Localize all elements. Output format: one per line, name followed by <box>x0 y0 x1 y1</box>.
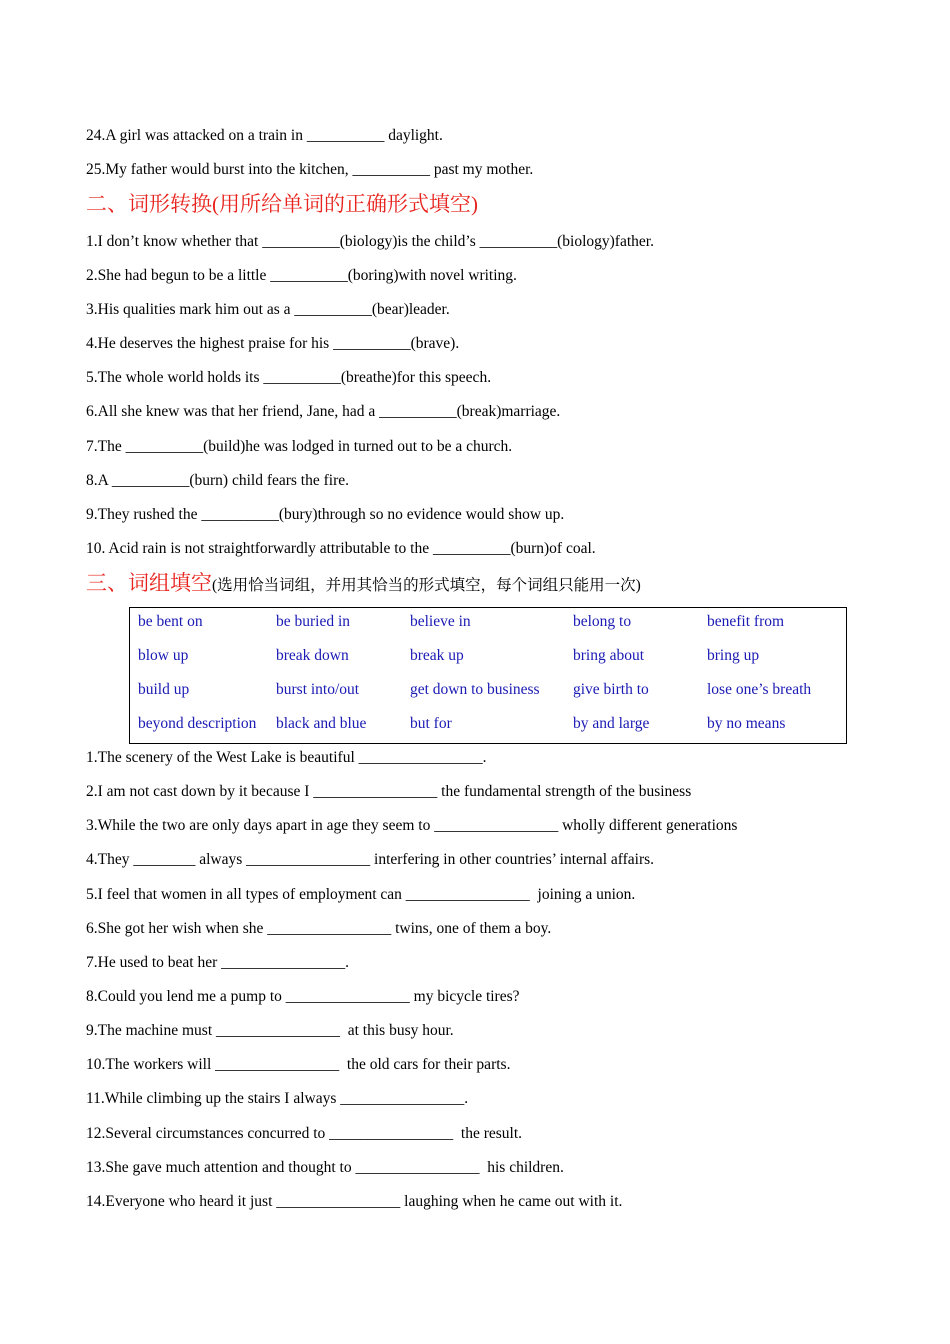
phrase: build up <box>138 681 190 698</box>
exercise-item: 3.His qualities mark him out as a __________(bear)leader. <box>86 301 450 318</box>
phrase: break up <box>410 647 464 664</box>
section-heading-title: 三、词组填空 <box>86 571 212 595</box>
exercise-item: 9.The machine must ________________ at this busy hour. <box>86 1022 454 1039</box>
exercise-item: 10.The workers will ________________ the old cars for their parts. <box>86 1056 511 1073</box>
exercise-item: 7.He used to beat her ________________. <box>86 954 350 971</box>
exercise-item: 8.Could you lend me a pump to ________________ my bicycle tires? <box>86 988 520 1005</box>
exercise-item: 3.While the two are only days apart in age they seem to ________________ wholly different generations <box>86 817 738 834</box>
exercise-item: 4.They ________ always ________________ interfering in other countries’ internal affairs. <box>86 851 655 868</box>
section-heading-phrases <box>86 570 641 599</box>
phrase: but for <box>410 715 452 732</box>
phrase: by and large <box>573 715 650 732</box>
phrase: burst into/out <box>276 681 360 698</box>
exercise-item: 13.She gave much attention and thought to ________________ his children. <box>86 1159 564 1176</box>
phrase: blow up <box>138 647 189 664</box>
phrase: bring about <box>573 647 645 664</box>
phrase: give birth to <box>573 681 649 698</box>
exercise-item: 24.A girl was attacked on a train in __________ daylight. <box>86 127 443 144</box>
exercise-item: 5.The whole world holds its __________(breathe)for this speech. <box>86 369 492 386</box>
phrase: break down <box>276 647 349 664</box>
exercise-item: 6.She got her wish when she ________________ twins, one of them a boy. <box>86 920 552 937</box>
exercise-item: 7.The __________(build)he was lodged in turned out to be a church. <box>86 438 513 455</box>
phrase: belong to <box>573 613 632 630</box>
exercise-item: 8.A __________(burn) child fears the fire. <box>86 472 350 489</box>
phrase: be buried in <box>276 613 351 630</box>
exercise-item: 2.She had begun to be a little __________(boring)with novel writing. <box>86 267 517 284</box>
phrase: benefit from <box>707 613 785 630</box>
section-heading-word-forms: 二、词形转换(用所给单词的正确形式填空) <box>86 192 478 216</box>
exercise-item: 25.My father would burst into the kitchen, __________ past my mother. <box>86 161 534 178</box>
exercise-item: 5.I feel that women in all types of employment can ________________ joining a union. <box>86 886 636 903</box>
section-heading-note: (选用恰当词组，并用其恰当的形式填空，每个词组只能用一次) <box>212 577 641 594</box>
exercise-item: 1.I don’t know whether that __________(biology)is the child’s __________(biology)father. <box>86 233 654 250</box>
exercise-item: 10. Acid rain is not straightforwardly attributable to the __________(burn)of coal. <box>86 540 596 557</box>
phrase: black and blue <box>276 715 367 732</box>
exercise-item: 11.While climbing up the stairs I always ________________. <box>86 1090 469 1107</box>
phrase: bring up <box>707 647 760 664</box>
exercise-item: 9.They rushed the __________(bury)through so no evidence would show up. <box>86 506 565 523</box>
exercise-item: 12.Several circumstances concurred to ________________ the result. <box>86 1125 523 1142</box>
exercise-item: 14.Everyone who heard it just ________________ laughing when he came out with it. <box>86 1193 623 1210</box>
phrase: get down to business <box>410 681 540 698</box>
phrase-bank <box>129 607 847 744</box>
phrase: believe in <box>410 613 471 630</box>
phrase: beyond description <box>138 715 257 732</box>
exercise-item: 4.He deserves the highest praise for his __________(brave). <box>86 335 460 352</box>
exercise-item: 1.The scenery of the West Lake is beautiful ________________. <box>86 749 487 766</box>
phrase: by no means <box>707 715 786 732</box>
phrase: be bent on <box>138 613 203 630</box>
phrase: lose one’s breath <box>707 681 812 698</box>
exercise-item: 6.All she knew was that her friend, Jane, had a __________(break)marriage. <box>86 403 561 420</box>
exercise-item: 2.I am not cast down by it because I ________________ the fundamental strength of the business <box>86 783 692 800</box>
